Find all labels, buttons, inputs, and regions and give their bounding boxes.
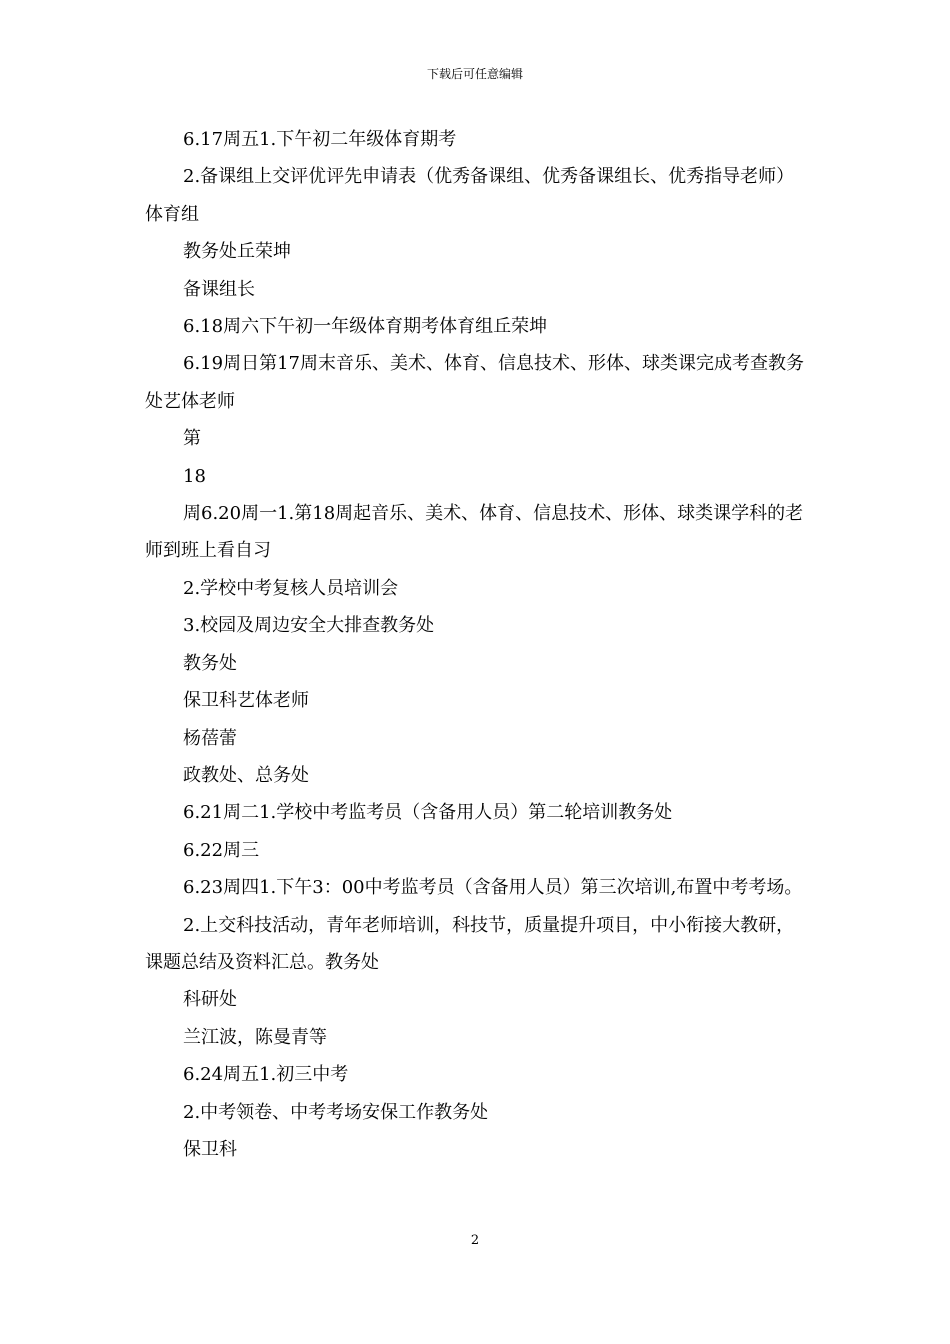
- paragraph: 2.学校中考复核人员培训会: [183, 577, 399, 599]
- paragraph: 第: [183, 428, 201, 450]
- paragraph: 兰江波，陈曼青等: [183, 1026, 327, 1048]
- paragraph: 教务处: [183, 652, 237, 674]
- paragraph: 18: [183, 465, 206, 487]
- paragraph: 6.21周二1.学校中考监考员（含备用人员）第二轮培训教务处: [183, 802, 673, 824]
- page-header: 下载后可任意编辑: [426, 67, 523, 81]
- paragraph: 2.中考领卷、中考考场安保工作教务处: [183, 1101, 489, 1123]
- document-body: [145, 121, 810, 1168]
- paragraph: 3.校园及周边安全大排查教务处: [183, 615, 435, 637]
- paragraph: 6.18周六下午初一年级体育期考体育组丘荣坤: [183, 316, 548, 338]
- paragraph: 2.上交科技活动，青年老师培训，科技节，质量提升项目，中小衔接大教研，课题总结及资料汇总。教务处: [145, 914, 795, 973]
- page-number: 2: [470, 1233, 480, 1248]
- paragraph: 6.22周三: [183, 839, 260, 861]
- paragraph: 教务处丘荣坤: [183, 241, 291, 263]
- paragraph: 杨蓓蕾: [183, 727, 237, 749]
- paragraph: 科研处: [183, 989, 237, 1011]
- paragraph: 保卫科艺体老师: [183, 690, 309, 712]
- paragraph: 2.备课组上交评优评先申请表（优秀备课组、优秀备课组长、优秀指导老师）体育组: [145, 166, 795, 225]
- paragraph: 6.19周日第17周末音乐、美术、体育、信息技术、形体、球类课完成考查教务处艺体老师: [145, 353, 804, 412]
- paragraph: 备课组长: [183, 278, 255, 300]
- paragraph: 政教处、总务处: [183, 764, 309, 786]
- paragraph: 6.23周四1.下午3：00中考监考员（含备用人员）第三次培训,布置中考考场。: [183, 877, 803, 899]
- paragraph: 6.17周五1.下午初二年级体育期考: [183, 129, 457, 150]
- paragraph: 6.24周五1.初三中考: [183, 1064, 349, 1086]
- paragraph: 保卫科: [183, 1138, 237, 1160]
- paragraph: 周6.20周一1.第18周起音乐、美术、体育、信息技术、形体、球类课学科的老师到班上看自习: [145, 503, 804, 562]
